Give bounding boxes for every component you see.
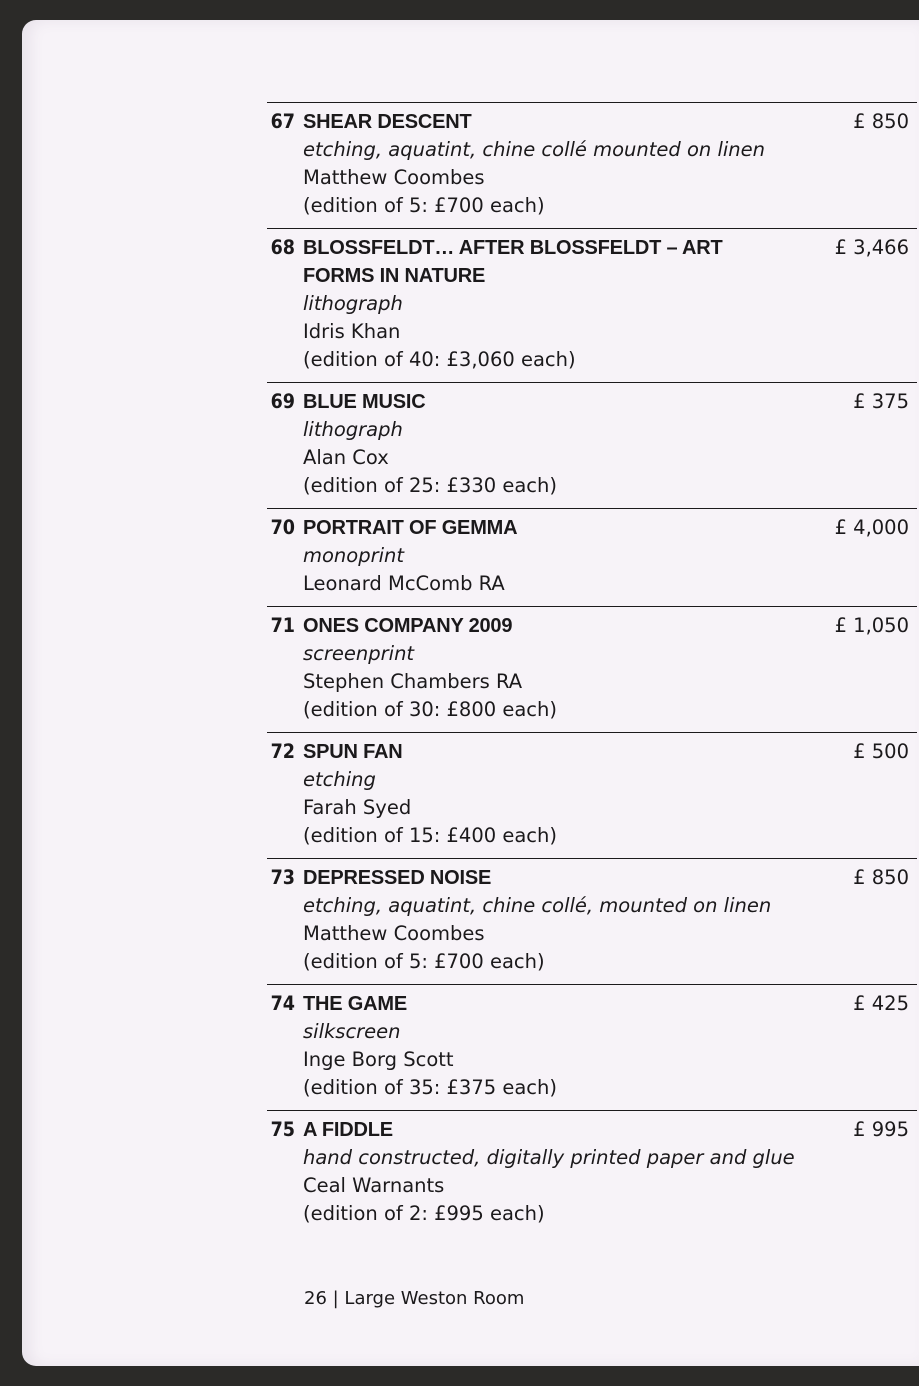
entry-title: SHEAR DESCENT [303,111,472,133]
catalogue-entry [267,1110,917,1236]
page-footer: 26 | Large Weston Room [304,1288,525,1309]
entry-price: £ 995 [853,1118,909,1141]
entry-medium: lithograph [303,292,403,315]
entry-price: £ 425 [853,992,909,1015]
entry-artist: Stephen Chambers RA [303,670,523,693]
entry-title: SPUN FAN [303,741,403,763]
entry-artist: Inge Borg Scott [303,1048,454,1071]
entry-medium: etching, aquatint, chine collé, mounted on linen [303,894,772,917]
entry-price: £ 850 [853,866,909,889]
entry-number: 72 [270,740,295,763]
entry-edition: (edition of 5: £700 each) [303,194,545,217]
entry-medium: etching, aquatint, chine collé mounted on linen [303,138,766,161]
catalogue-entry [267,228,917,382]
catalogue-entry [267,382,917,508]
entry-number: 69 [270,390,295,413]
entry-title: BLUE MUSIC [303,391,426,413]
entry-number: 71 [270,614,295,637]
entry-medium: silkscreen [303,1020,401,1043]
entry-title: THE GAME [303,993,407,1015]
catalogue-entry [267,732,917,858]
catalogue-page [22,20,919,1366]
entry-number: 70 [270,516,295,539]
entry-artist: Matthew Coombes [303,166,485,189]
entry-edition: (edition of 25: £330 each) [303,474,557,497]
entry-number: 68 [270,236,295,259]
entry-edition: (edition of 2: £995 each) [303,1202,545,1225]
catalogue-entry [267,858,917,984]
entry-medium: lithograph [303,418,403,441]
entry-number: 73 [270,866,295,889]
catalogue-list [267,102,917,1236]
entry-price: £ 1,050 [834,614,909,637]
entry-price: £ 375 [853,390,909,413]
entry-artist: Alan Cox [303,446,389,469]
entry-edition: (edition of 5: £700 each) [303,950,545,973]
entry-medium: monoprint [303,544,405,567]
entry-title: BLOSSFELDT… AFTER BLOSSFELDT – ART FORMS IN NATURE [303,237,723,287]
entry-price: £ 4,000 [834,516,909,539]
entry-edition: (edition of 35: £375 each) [303,1076,557,1099]
entry-medium: etching [303,768,376,791]
entry-title: DEPRESSED NOISE [303,867,492,889]
entry-number: 74 [270,992,295,1015]
entry-title: PORTRAIT OF GEMMA [303,517,518,539]
entry-price: £ 500 [853,740,909,763]
entry-medium: hand constructed, digitally printed paper and glue [303,1146,795,1169]
entry-edition: (edition of 15: £400 each) [303,824,557,847]
entry-artist: Leonard McComb RA [303,572,505,595]
catalogue-entry [267,984,917,1110]
catalogue-entry [267,508,917,606]
entry-title: ONES COMPANY 2009 [303,615,513,637]
entry-number: 67 [270,110,295,133]
entry-edition: (edition of 40: £3,060 each) [303,348,576,371]
entry-medium: screenprint [303,642,415,665]
entry-price: £ 3,466 [834,236,909,259]
entry-number: 75 [270,1118,295,1141]
entry-artist: Matthew Coombes [303,922,485,945]
entry-artist: Ceal Warnants [303,1174,445,1197]
catalogue-entry [267,102,917,228]
entry-edition: (edition of 30: £800 each) [303,698,557,721]
entry-artist: Farah Syed [303,796,412,819]
catalogue-entry [267,606,917,732]
entry-price: £ 850 [853,110,909,133]
entry-artist: Idris Khan [303,320,401,343]
entry-title: A FIDDLE [303,1119,393,1141]
